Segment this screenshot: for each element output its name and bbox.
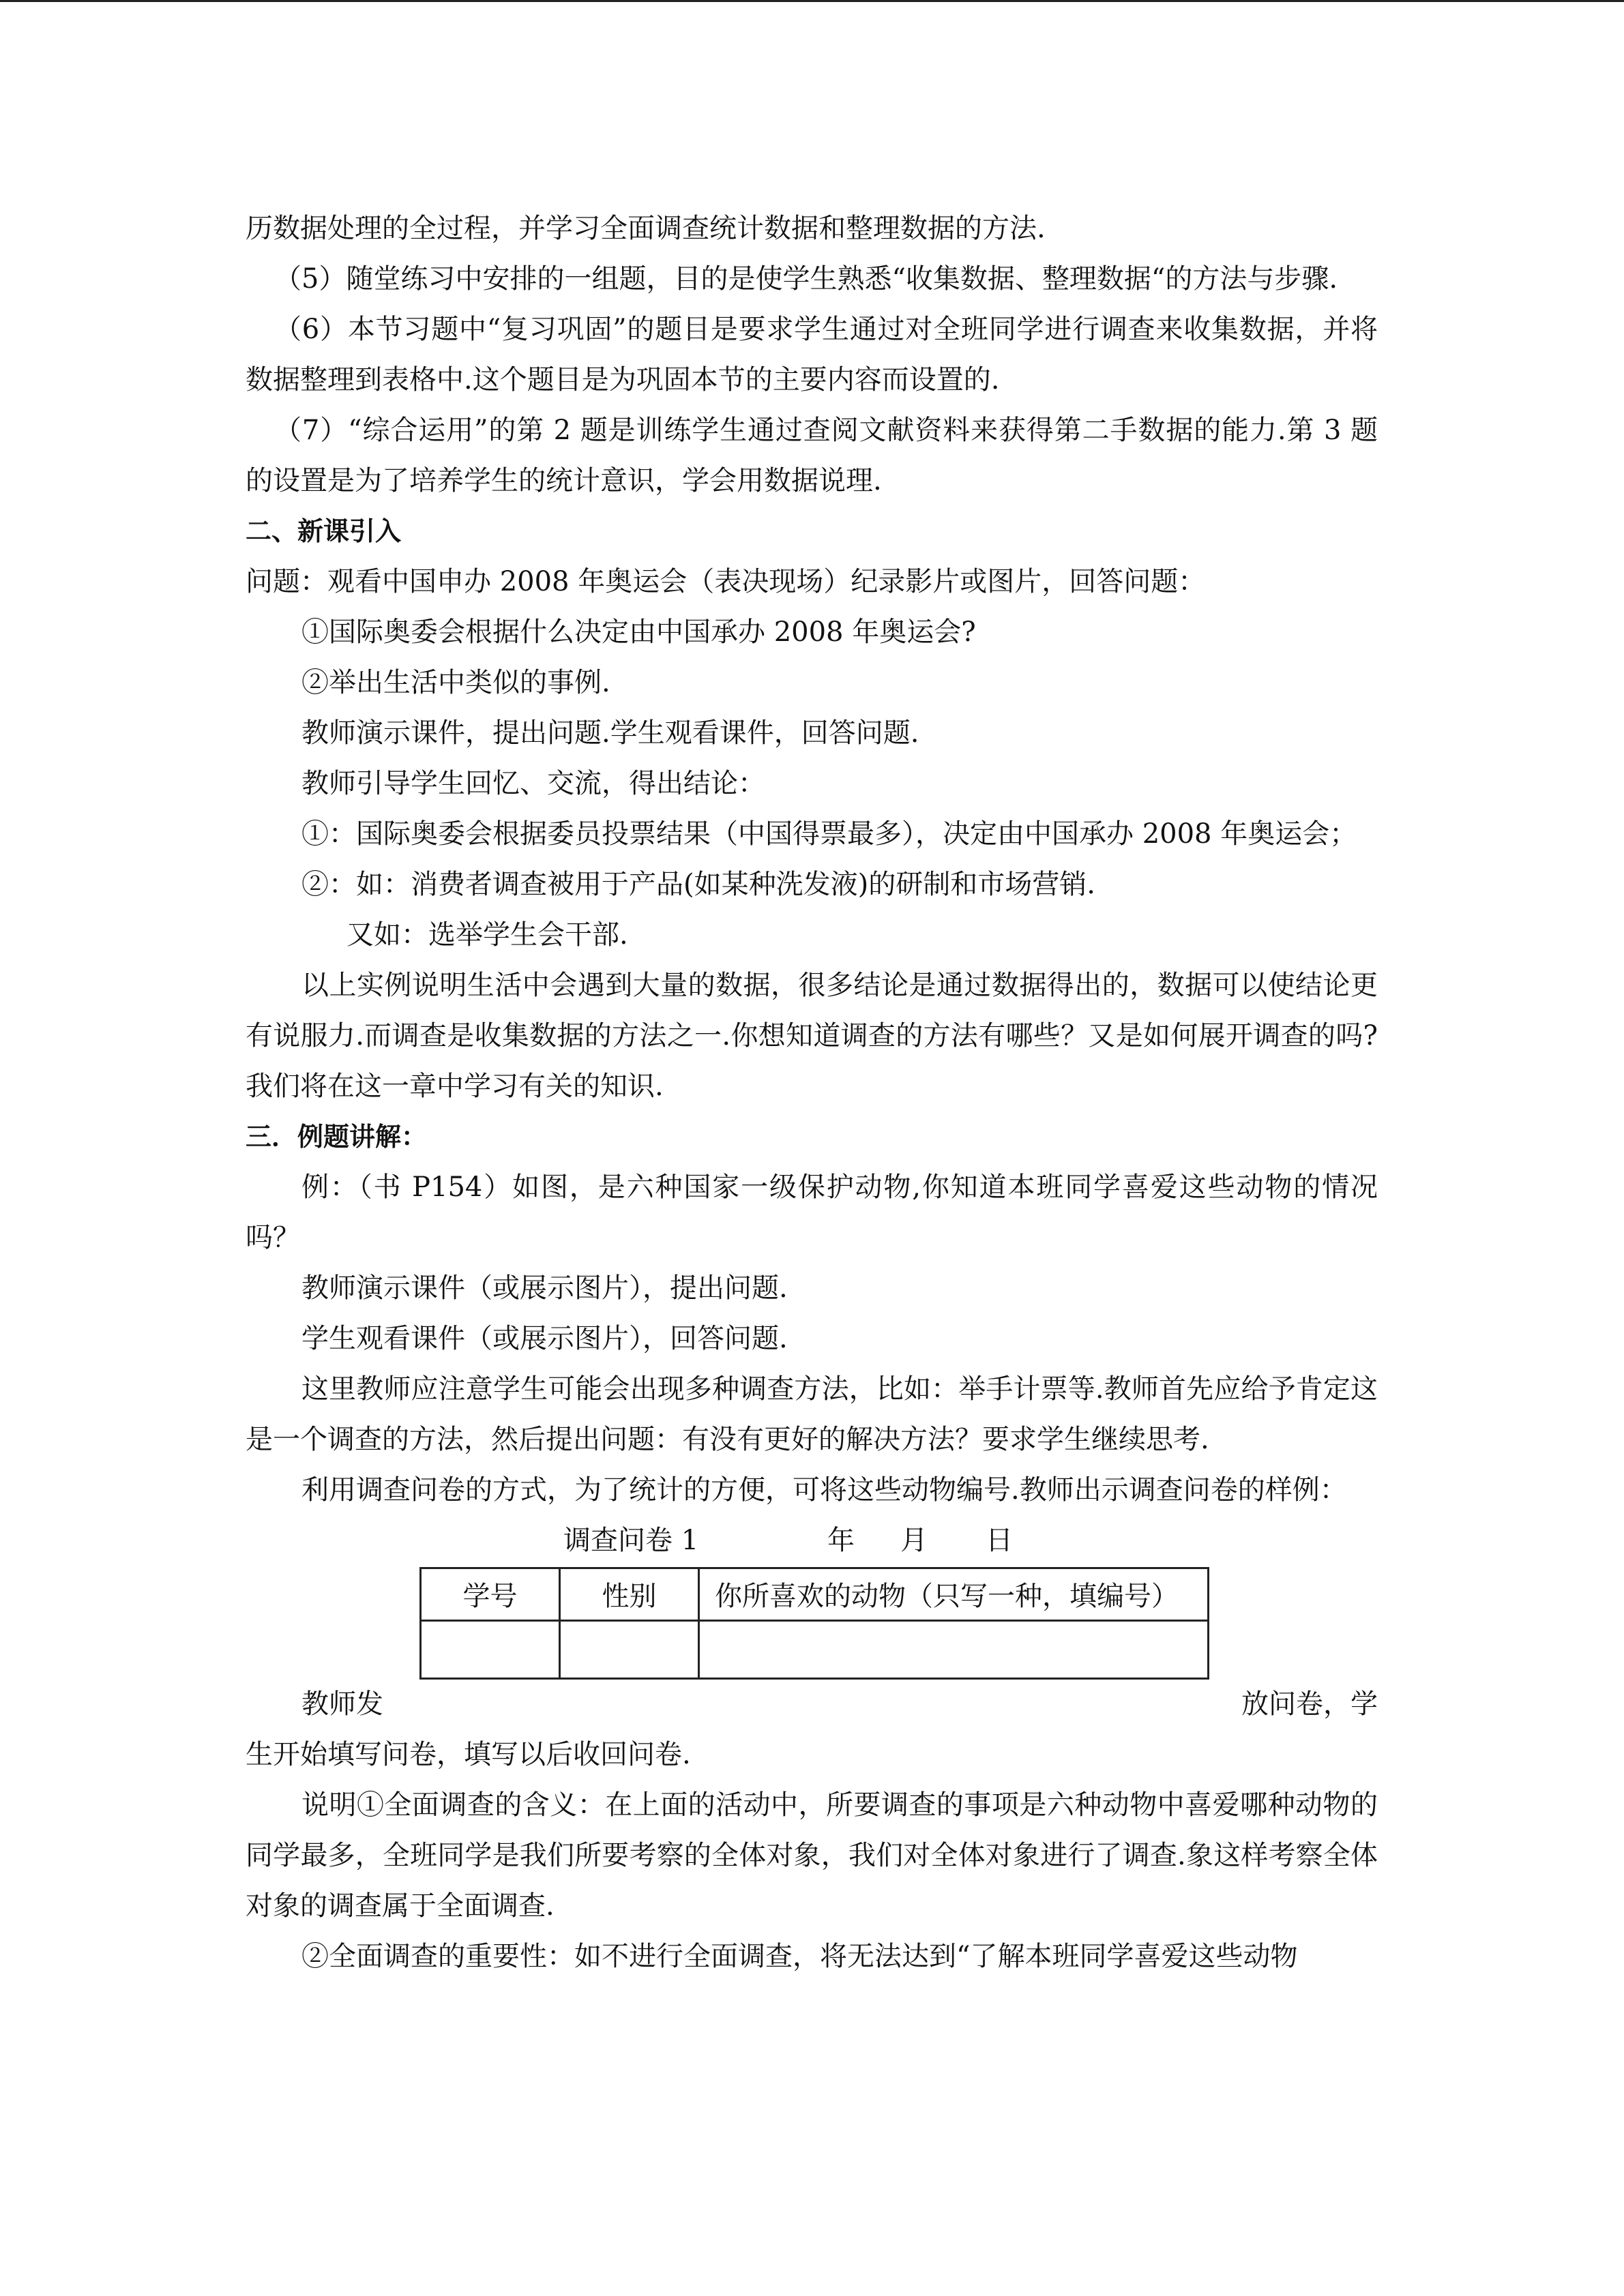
- section-heading: 三．例题讲解：: [246, 1122, 428, 1152]
- paragraph: （5）随堂练习中安排的一组题，目的是使学生熟悉“收集数据、整理数据“的方法与步骤.: [274, 263, 1338, 295]
- questionnaire-block: [246, 1566, 1378, 1729]
- paragraph: 说明①全面调查的含义：在上面的活动中，所要调查的事项是六种动物中喜爱哪种动物的同学最多，全班同学是我们所要考察的全体对象，我们对全体对象进行了调查.象这样考察全体对象的调查属于全面调查.: [246, 1789, 1378, 1922]
- blank-cell: [421, 1621, 560, 1679]
- section-heading: 二、新课引入: [246, 516, 402, 546]
- list-item: ①国际奥委会根据什么决定由中国承办 2008 年奥运会?: [301, 616, 976, 648]
- questionnaire-day: 日: [986, 1525, 1013, 1556]
- paragraph: 利用调查问卷的方式，为了统计的方便，可将这些动物编号.教师出示调查问卷的样例：: [301, 1474, 1347, 1506]
- closing-paragraphs: [246, 1729, 1378, 1982]
- paragraph: 生开始填写问卷，填写以后收回问卷.: [246, 1739, 691, 1770]
- blank-cell: [560, 1621, 699, 1679]
- list-item: ②：如：消费者调查被用于产品(如某种洗发液)的研制和市场营销.: [301, 869, 1095, 900]
- column-favorite-animal: 你所喜欢的动物（只写一种，填编号）: [699, 1568, 1209, 1621]
- list-item: 教师演示课件（或展示图片），提出问题.: [301, 1272, 788, 1304]
- wrap-text-right: 放问卷，学: [1241, 1688, 1378, 1720]
- paragraph: 这里教师应注意学生可能会出现多种调查方法，比如：举手计票等.教师首先应给予肯定这是一个调查的方法，然后提出问题：有没有更好的解决方法？要求学生继续思考.: [246, 1373, 1378, 1455]
- questionnaire-month: 月: [900, 1525, 928, 1556]
- list-item: 学生观看课件（或展示图片），回答问题.: [301, 1323, 788, 1354]
- section-new-lesson: [246, 506, 1378, 1112]
- intro-paragraphs: [246, 203, 1378, 506]
- paragraph: （7）“综合运用”的第 2 题是训练学生通过查阅文献资料来获得第二手数据的能力.第 3 题的设置是为了培养学生的统计意识，学会用数据说理.: [246, 415, 1378, 496]
- paragraph: ②全面调查的重要性：如不进行全面调查，将无法达到“了解本班同学喜爱这些动物: [301, 1941, 1298, 1972]
- paragraph: 例：（书 P154）如图，是六种国家一级保护动物,你知道本班同学喜爱这些动物的情况吗？: [246, 1172, 1378, 1253]
- list-item: 又如：选举学生会干部.: [346, 919, 628, 951]
- questionnaire-year: 年: [827, 1525, 855, 1556]
- paragraph: 问题：观看中国申办 2008 年奥运会（表决现场）纪录影片或图片，回答问题：: [246, 566, 1206, 597]
- section-examples: [246, 1112, 1378, 1515]
- table-row: [421, 1621, 1209, 1679]
- wrap-text-left: 教师发: [301, 1688, 383, 1720]
- list-item: 教师引导学生回忆、交流，得出结论：: [301, 768, 765, 799]
- column-gender: 性别: [560, 1568, 699, 1621]
- paragraph: （6）本节习题中“复习巩固”的题目是要求学生通过对全班同学进行调查来收集数据，并将数据整理到表格中.这个题目是为巩固本节的主要内容而设置的.: [246, 314, 1378, 396]
- table-header-row: [421, 1568, 1209, 1621]
- blank-cell: [699, 1621, 1209, 1679]
- page-top-border: [0, 0, 1624, 2]
- list-item: 教师演示课件，提出问题.学生观看课件，回答问题.: [301, 717, 919, 749]
- column-student-id: 学号: [421, 1568, 560, 1621]
- questionnaire-table: [419, 1567, 1209, 1680]
- list-item: ①：国际奥委会根据委员投票结果（中国得票最多），决定由中国承办 2008 年奥运会；: [301, 818, 1357, 850]
- list-item: ②举出生活中类似的事例.: [301, 667, 610, 698]
- paragraph: 历数据处理的全过程，并学习全面调查统计数据和整理数据的方法.: [246, 213, 1046, 244]
- questionnaire-title-line: [246, 1515, 1378, 1566]
- questionnaire-title: 调查问卷 1: [563, 1525, 699, 1556]
- paragraph: 以上实例说明生活中会遇到大量的数据，很多结论是通过数据得出的，数据可以使结论更有说服力.而调查是收集数据的方法之一.你想知道调查的方法有哪些？又是如何展开调查的吗?我们将在这一章中学习有关的知识.: [246, 970, 1378, 1102]
- document-page: [246, 203, 1378, 1982]
